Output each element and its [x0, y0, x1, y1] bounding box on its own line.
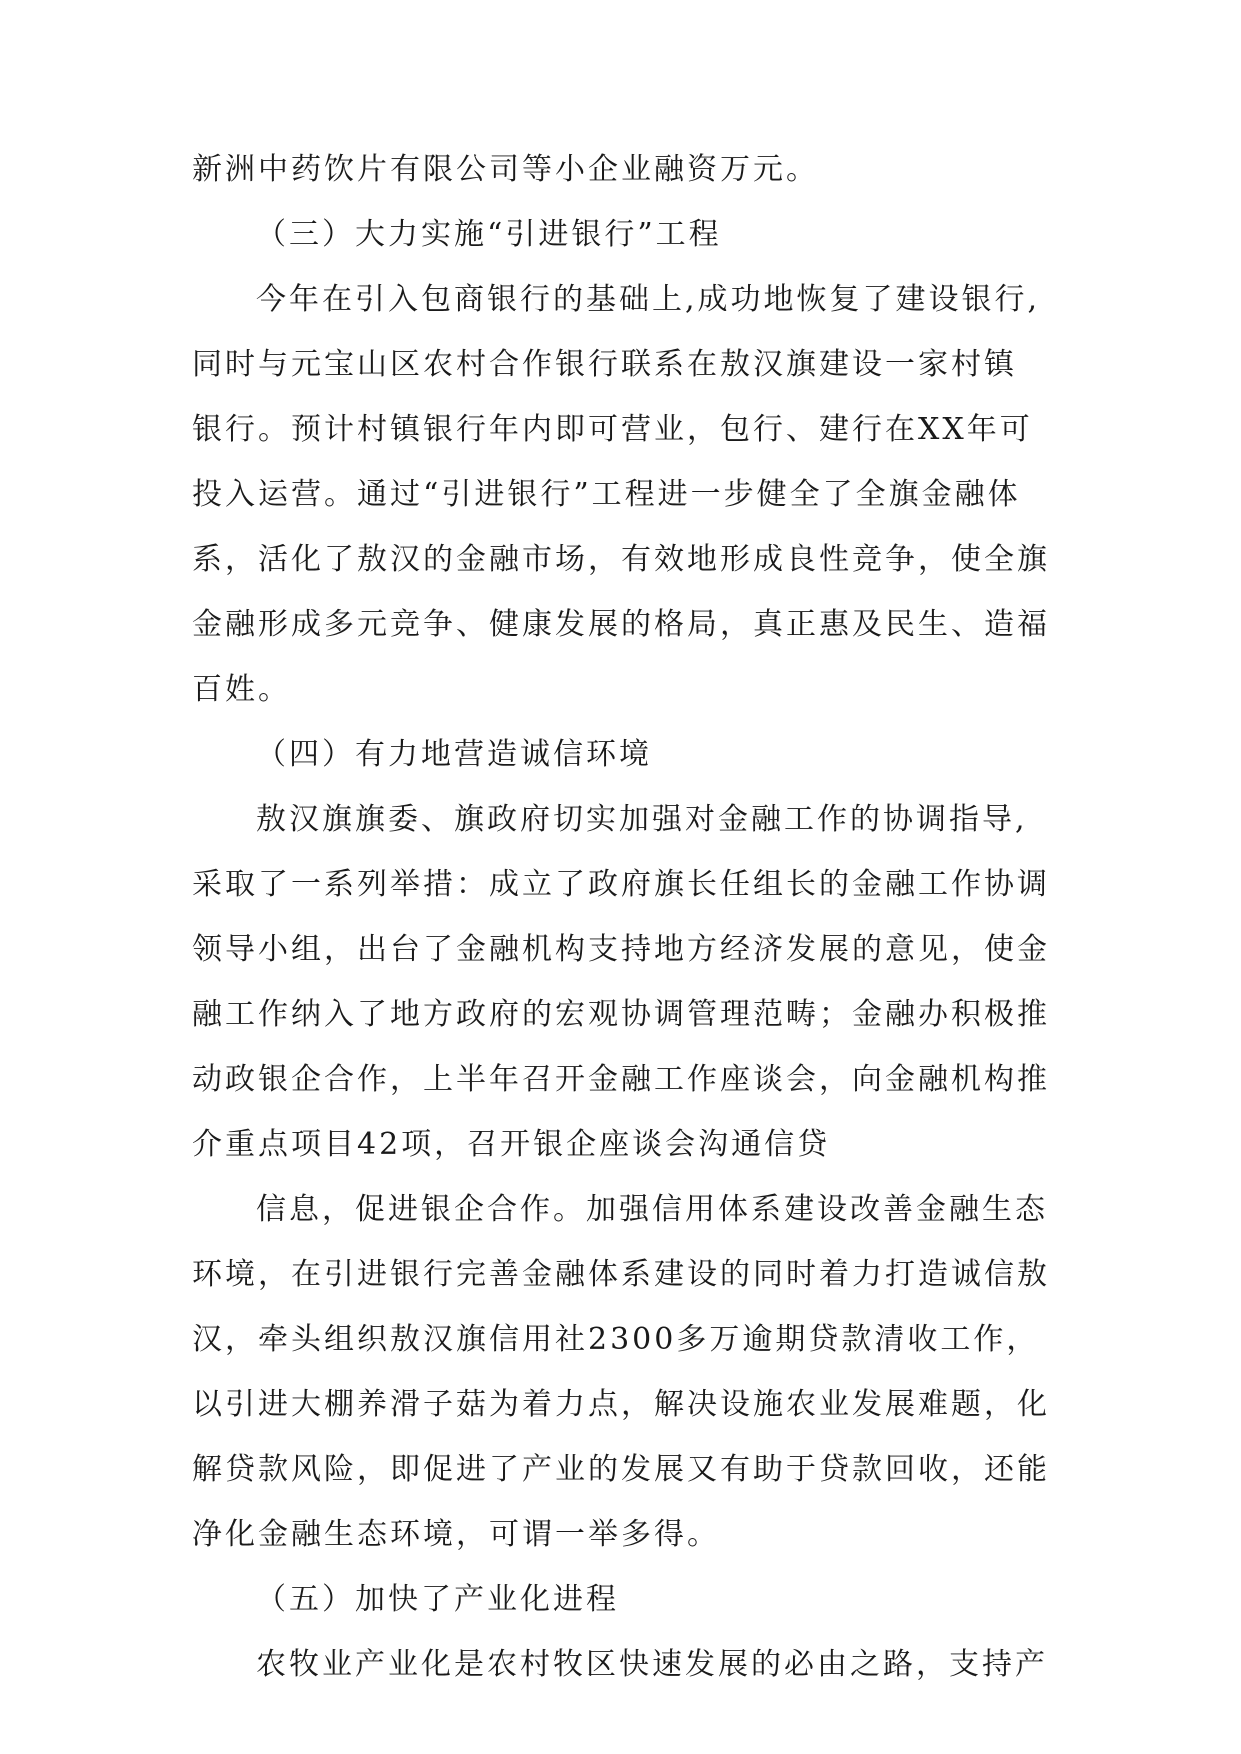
body-line: 解贷款风险，即促进了产业的发展又有助于贷款回收，还能	[192, 1452, 1050, 1487]
body-line: 敖汉旗旗委、旗政府切实加强对金融工作的协调指导,	[256, 802, 1028, 837]
body-line: 信息，促进银企合作。加强信用体系建设改善金融生态	[256, 1192, 1048, 1227]
body-line: 以引进大棚养滑子菇为着力点，解决设施农业发展难题，化	[192, 1387, 1050, 1422]
body-line: 动政银企合作，上半年召开金融工作座谈会，向金融机构推	[192, 1062, 1050, 1097]
section-heading-4: （四）有力地营造诚信环境	[256, 737, 652, 772]
body-line: 今年在引入包商银行的基础上,成功地恢复了建设银行,	[256, 282, 1041, 317]
section-heading-3: （三）大力实施“引进银行”工程	[256, 217, 722, 252]
body-line: 银行。预计村镇银行年内即可营业，包行、建行在XX年可	[192, 412, 1033, 447]
body-line: 采取了一系列举措：成立了政府旗长任组长的金融工作协调	[192, 867, 1050, 902]
body-line: 投入运营。通过“引进银行”工程进一步健全了全旗金融体	[192, 477, 1021, 512]
body-line: 百姓。	[192, 672, 291, 707]
body-line: 介重点项目42项，召开银企座谈会沟通信贷	[192, 1127, 831, 1162]
body-line: 系，活化了敖汉的金融市场，有效地形成良性竞争，使全旗	[192, 542, 1050, 577]
body-line: 净化金融生态环境，可谓一举多得。	[192, 1517, 720, 1552]
body-line: 领导小组，出台了金融机构支持地方经济发展的意见，使金	[192, 932, 1050, 967]
body-line: 同时与元宝山区农村合作银行联系在敖汉旗建设一家村镇	[192, 347, 1017, 382]
body-line: 汉，牵头组织敖汉旗信用社2300多万逾期贷款清收工作，	[192, 1322, 1040, 1357]
section-heading-5: （五）加快了产业化进程	[256, 1582, 619, 1617]
body-line: 环境，在引进银行完善金融体系建设的同时着力打造诚信敖	[192, 1257, 1050, 1292]
body-line: 融工作纳入了地方政府的宏观协调管理范畴；金融办积极推	[192, 997, 1050, 1032]
body-line: 农牧业产业化是农村牧区快速发展的必由之路，支持产	[256, 1647, 1048, 1682]
body-line: 新洲中药饮片有限公司等小企业融资万元。	[192, 152, 819, 187]
body-line: 金融形成多元竞争、健康发展的格局，真正惠及民生、造福	[192, 607, 1050, 642]
